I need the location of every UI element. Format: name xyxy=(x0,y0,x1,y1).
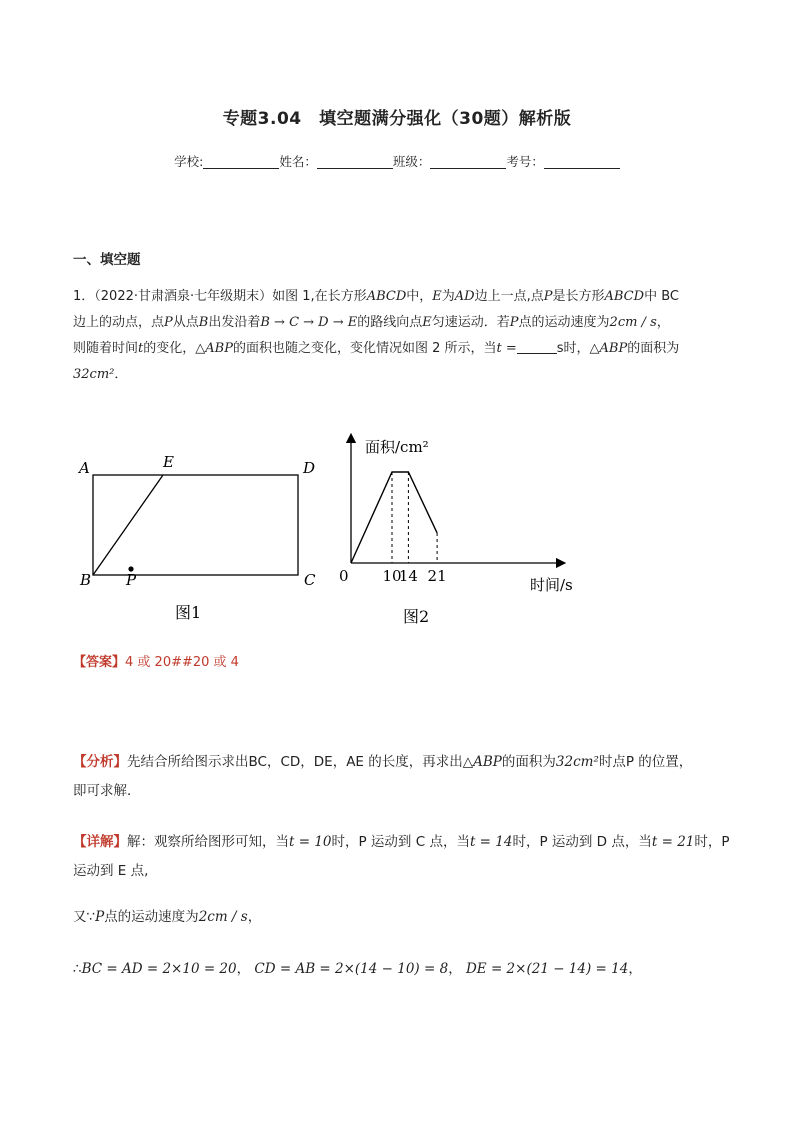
area-series-line xyxy=(351,472,437,563)
x-tick-label-0: 0 xyxy=(339,567,349,585)
analysis-block: 【分析】先结合所给图示求出BC，CD，DE，AE 的长度，再求出△ABP的面积为32cm²时点P 的位置， 即可求解． xyxy=(73,754,693,799)
question-source: （2022·甘肃酒泉·七年级期末） xyxy=(94,289,273,304)
figure-2-caption: 图2 xyxy=(403,607,430,626)
equation-cd: CD = AB = 2×(14 − 10) = 8 xyxy=(254,961,449,977)
school-label: 学校: xyxy=(174,154,204,169)
x-tick-label-21: 21 xyxy=(427,567,447,585)
exam-no-blank[interactable] xyxy=(544,154,620,169)
student-info-line xyxy=(0,152,794,170)
question-line-1: 1．（2022·甘肃酒泉·七年级期末）如图 1,在长方形ABCD中，E为AD边上一点,点P是长方形ABCD中 BC xyxy=(73,289,679,304)
exam-no-label: 考号： xyxy=(506,154,544,169)
detail-tag: 【详解】 xyxy=(73,834,127,850)
name-label: 姓名： xyxy=(279,154,317,169)
figure-1-caption: 图1 xyxy=(175,603,202,622)
segment-be xyxy=(93,475,163,575)
page-title: 专题3.04 填空题满分强化（30题）解析版 xyxy=(222,109,572,129)
label-b: B xyxy=(80,571,92,589)
question-line-3: 则随着时间t的变化，△ABP的面积也随之变化，变化情况如图 2 所示，当t = s时，△ABP的面积为 xyxy=(73,341,680,356)
detail-speed-line: 又∵P点的运动速度为2cm / s， xyxy=(73,909,262,925)
figure-1 xyxy=(70,445,330,630)
label-e: E xyxy=(163,453,174,471)
detail-equations-line: ∴BC = AD = 2×10 = 20， CD = AB = 2×(14 − 10) = 8， DE = 2×(21 − 14) = 14， xyxy=(73,961,642,977)
label-a: A xyxy=(79,459,90,477)
question-1 xyxy=(73,284,733,388)
answer-tag: 【答案】 xyxy=(73,655,126,670)
figure-2 xyxy=(335,432,595,632)
y-axis-label: 面积/cm² xyxy=(365,438,429,456)
x-axis-label: 时间/s xyxy=(530,576,573,594)
school-blank[interactable] xyxy=(203,154,279,169)
answer-line xyxy=(73,650,733,676)
class-blank[interactable] xyxy=(430,154,506,169)
section-heading: 一、填空题 xyxy=(73,252,141,268)
name-blank[interactable] xyxy=(317,154,393,169)
question-number: 1． xyxy=(73,289,95,304)
question-line-4: 32cm²． xyxy=(73,367,128,382)
class-label: 班级： xyxy=(392,154,431,169)
equation-bc: BC = AD = 2×10 = 20 xyxy=(81,961,237,977)
rectangle-abcd xyxy=(93,475,298,575)
label-d: D xyxy=(303,459,316,477)
label-c: C xyxy=(304,571,316,589)
analysis-tag: 【分析】 xyxy=(73,754,127,770)
equation-de: DE = 2×(21 − 14) = 14 xyxy=(465,961,629,977)
answer-blank[interactable] xyxy=(517,340,557,354)
detail-block: 【详解】解：观察所给图形可知，当t = 10时，P 运动到 C 点，当t = 14时，P 运动到 D 点，当t = 21时，P 运动到 E 点, xyxy=(73,834,730,879)
question-line-2: 边上的动点，点P从点B出发沿着B → C → D → E的路线向点E匀速运动．若P点的运动速度为2cm / s， xyxy=(73,315,670,330)
x-tick-label-14: 14 xyxy=(398,567,418,585)
label-p: P xyxy=(126,571,137,589)
x-tick-label-10: 10 xyxy=(382,567,402,585)
answer-text: 4 或 20##20 或 4 xyxy=(125,655,239,670)
